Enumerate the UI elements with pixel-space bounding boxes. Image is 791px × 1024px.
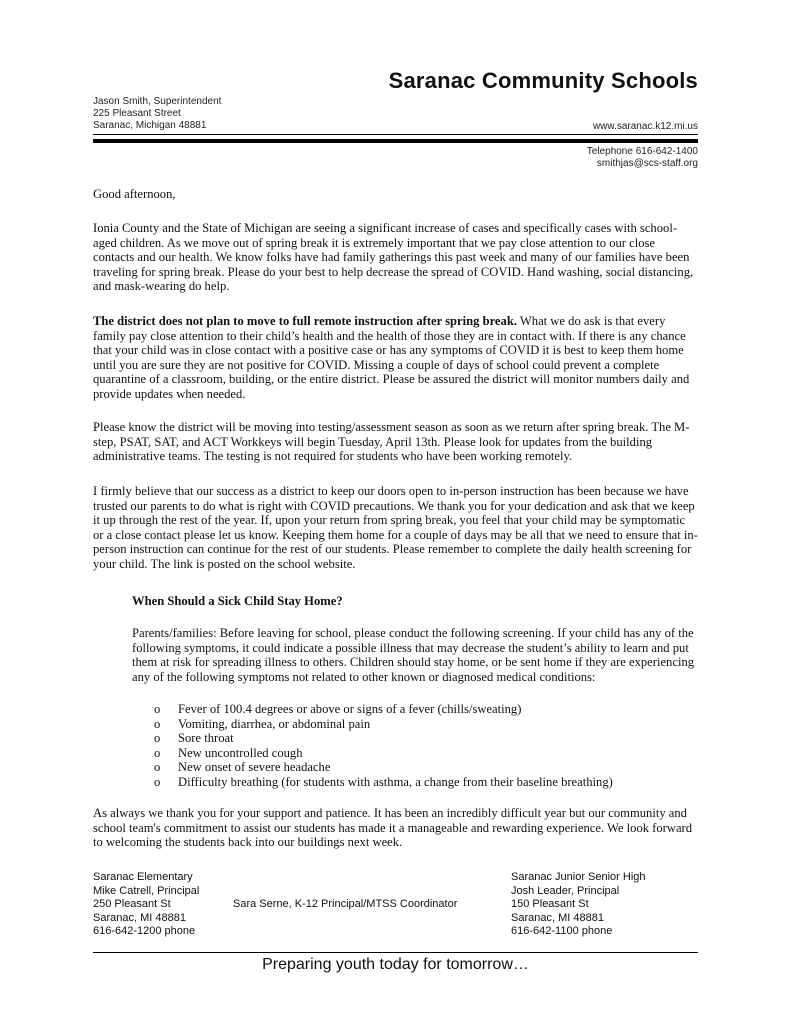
bullet-circle-icon: o	[154, 774, 161, 789]
school-label: Saranac Elementary	[93, 871, 193, 883]
school-city: Saranac, MI 48881	[511, 911, 604, 924]
school-street: 150 Pleasant St	[511, 898, 589, 910]
symptom-item	[154, 775, 613, 790]
bullet-circle-icon: o	[154, 731, 161, 746]
sender-street: 225 Pleasant Street	[93, 108, 181, 119]
symptom-item	[154, 746, 613, 761]
paragraph-text: I firmly believe that our success as a district to keep our doors open to in-person instruction has been because we have trusted our parents to do what is right with COVID precautions. We thank you for your dedication and ask that we keep it up through the rest of the year. If, upon your return from spring break, you feel that your child may be symptomatic or a close contact please let us know. Keeping them home for a couple of days may be all that we need to ensure that in-person instruction can continue for the rest of our students. Please remember to complete the daily health screening for your child. The link is posted on the school website.	[93, 484, 698, 571]
contact-block	[587, 146, 698, 170]
school-label: Saranac Junior Senior High	[511, 871, 646, 883]
sender-name: Jason Smith, Superintendent	[93, 96, 222, 107]
paragraph-text: As always we thank you for your support and patience. It has been an incredibly difficult year but our community and school team's commitment to assist our students has made it a manageable and rewarding experience. We look forward to welcoming the students back into our buildings next week.	[93, 806, 693, 850]
symptom-text: Difficulty breathing (for students with asthma, a change from their baseline breathing)	[178, 774, 613, 789]
paragraph-testing-season	[93, 420, 698, 464]
school-street: 250 Pleasant St	[93, 898, 171, 910]
school-phone: 616-642-1100 phone	[511, 925, 613, 937]
symptom-text: Fever of 100.4 degrees or above or signs of a fever (chills/sweating)	[178, 702, 522, 716]
header-divider-thin	[93, 134, 698, 135]
symptom-item	[154, 717, 613, 732]
paragraph-text: Ionia County and the State of Michigan are seeing a significant increase of cases and specifically cases with school-aged children. As we move out of spring break it is extremely important that we pay close attention to our close contacts and our health. We know folks have had family gatherings this past week and many of our families have been traveling for spring break. Please do your best to help decrease the spread of COVID. Hand washing, social distancing, and mask-wearing do help.	[93, 221, 694, 294]
principal-name: Sara Serne, K-12 Principal/MTSS Coordinator	[233, 898, 458, 910]
footer-divider	[93, 952, 698, 953]
paragraph-text: Please know the district will be moving into testing/assessment season as soon as we return after spring break. The M-step, PSAT, SAT, and ACT Workkeys will begin Tuesday, April 13th. Please look for updates from the building administrative teams. The testing is not required for students who have been working remotely.	[93, 420, 690, 464]
header-divider-thick	[93, 139, 698, 143]
sender-address-block	[93, 96, 221, 132]
footer-tagline: Preparing youth today for tomorrow…	[262, 956, 529, 973]
school-city: Saranac, MI 48881	[93, 911, 186, 924]
signature-elementary	[93, 871, 199, 939]
email-link[interactable]: smithjas@scs-staff.org	[596, 158, 698, 169]
bullet-circle-icon: o	[154, 702, 161, 716]
paragraph-closing	[93, 806, 698, 850]
sick-child-heading: When Should a Sick Child Stay Home?	[132, 594, 343, 608]
paragraph-emphasis: The district does not plan to move to full remote instruction after spring break.	[93, 314, 517, 328]
paragraph-in-person-success	[93, 484, 698, 572]
school-name: Saranac Community Schools	[388, 68, 698, 93]
school-phone: 616-642-1200 phone	[93, 925, 196, 937]
paragraph-text: Parents/families: Before leaving for school, please conduct the following screening. If your child has any of the following symptoms, it could indicate a possible illness that may decrease the student’s ability to learn and put them at risk for spreading illness to others. Children should stay home, or be sent home if they are experiencing any of the following symptoms not related to other known or diagnosed medical conditions:	[132, 626, 695, 684]
symptom-item	[154, 760, 613, 775]
sender-city: Saranac, Michigan 48881	[93, 120, 207, 131]
bullet-circle-icon: o	[154, 716, 161, 731]
symptom-text: Sore throat	[178, 731, 234, 746]
telephone: Telephone 616-642-1400	[586, 146, 698, 157]
greeting: Good afternoon,	[93, 187, 176, 201]
symptom-list	[154, 702, 613, 790]
paragraph-body: What we do ask is that every family pay close attention to their child’s health and the health of those they are in contact with. If there is any chance that your child was in close contact with a positive case or has any symptoms of COVID it is best to keep them home until you are sure they are not positive for COVID. Missing a couple of days of school could prevent a complete quarantine of a classroom, building, or the entire district. Please be assured the district will monitor numbers daily and provide updates when needed.	[93, 314, 690, 401]
symptom-text: Vomiting, diarrhea, or abdominal pain	[178, 716, 371, 731]
symptom-text: New uncontrolled cough	[178, 745, 303, 760]
principal-name: Josh Leader, Principal	[511, 884, 620, 897]
website-link[interactable]: www.saranac.k12.mi.us	[592, 121, 698, 132]
symptom-item	[154, 731, 613, 746]
signature-junior-senior-high	[511, 871, 646, 939]
principal-name: Mike Catrell, Principal	[93, 884, 200, 897]
paragraph-remote-instruction	[93, 314, 698, 402]
paragraph-covid-increase	[93, 221, 698, 294]
bullet-circle-icon: o	[154, 745, 161, 760]
bullet-circle-icon: o	[154, 760, 161, 775]
paragraph-screening	[132, 626, 698, 684]
symptom-text: New onset of severe headache	[178, 760, 331, 775]
paragraph-text	[93, 314, 698, 402]
symptom-item	[154, 702, 613, 717]
signature-k12-principal	[233, 898, 457, 912]
